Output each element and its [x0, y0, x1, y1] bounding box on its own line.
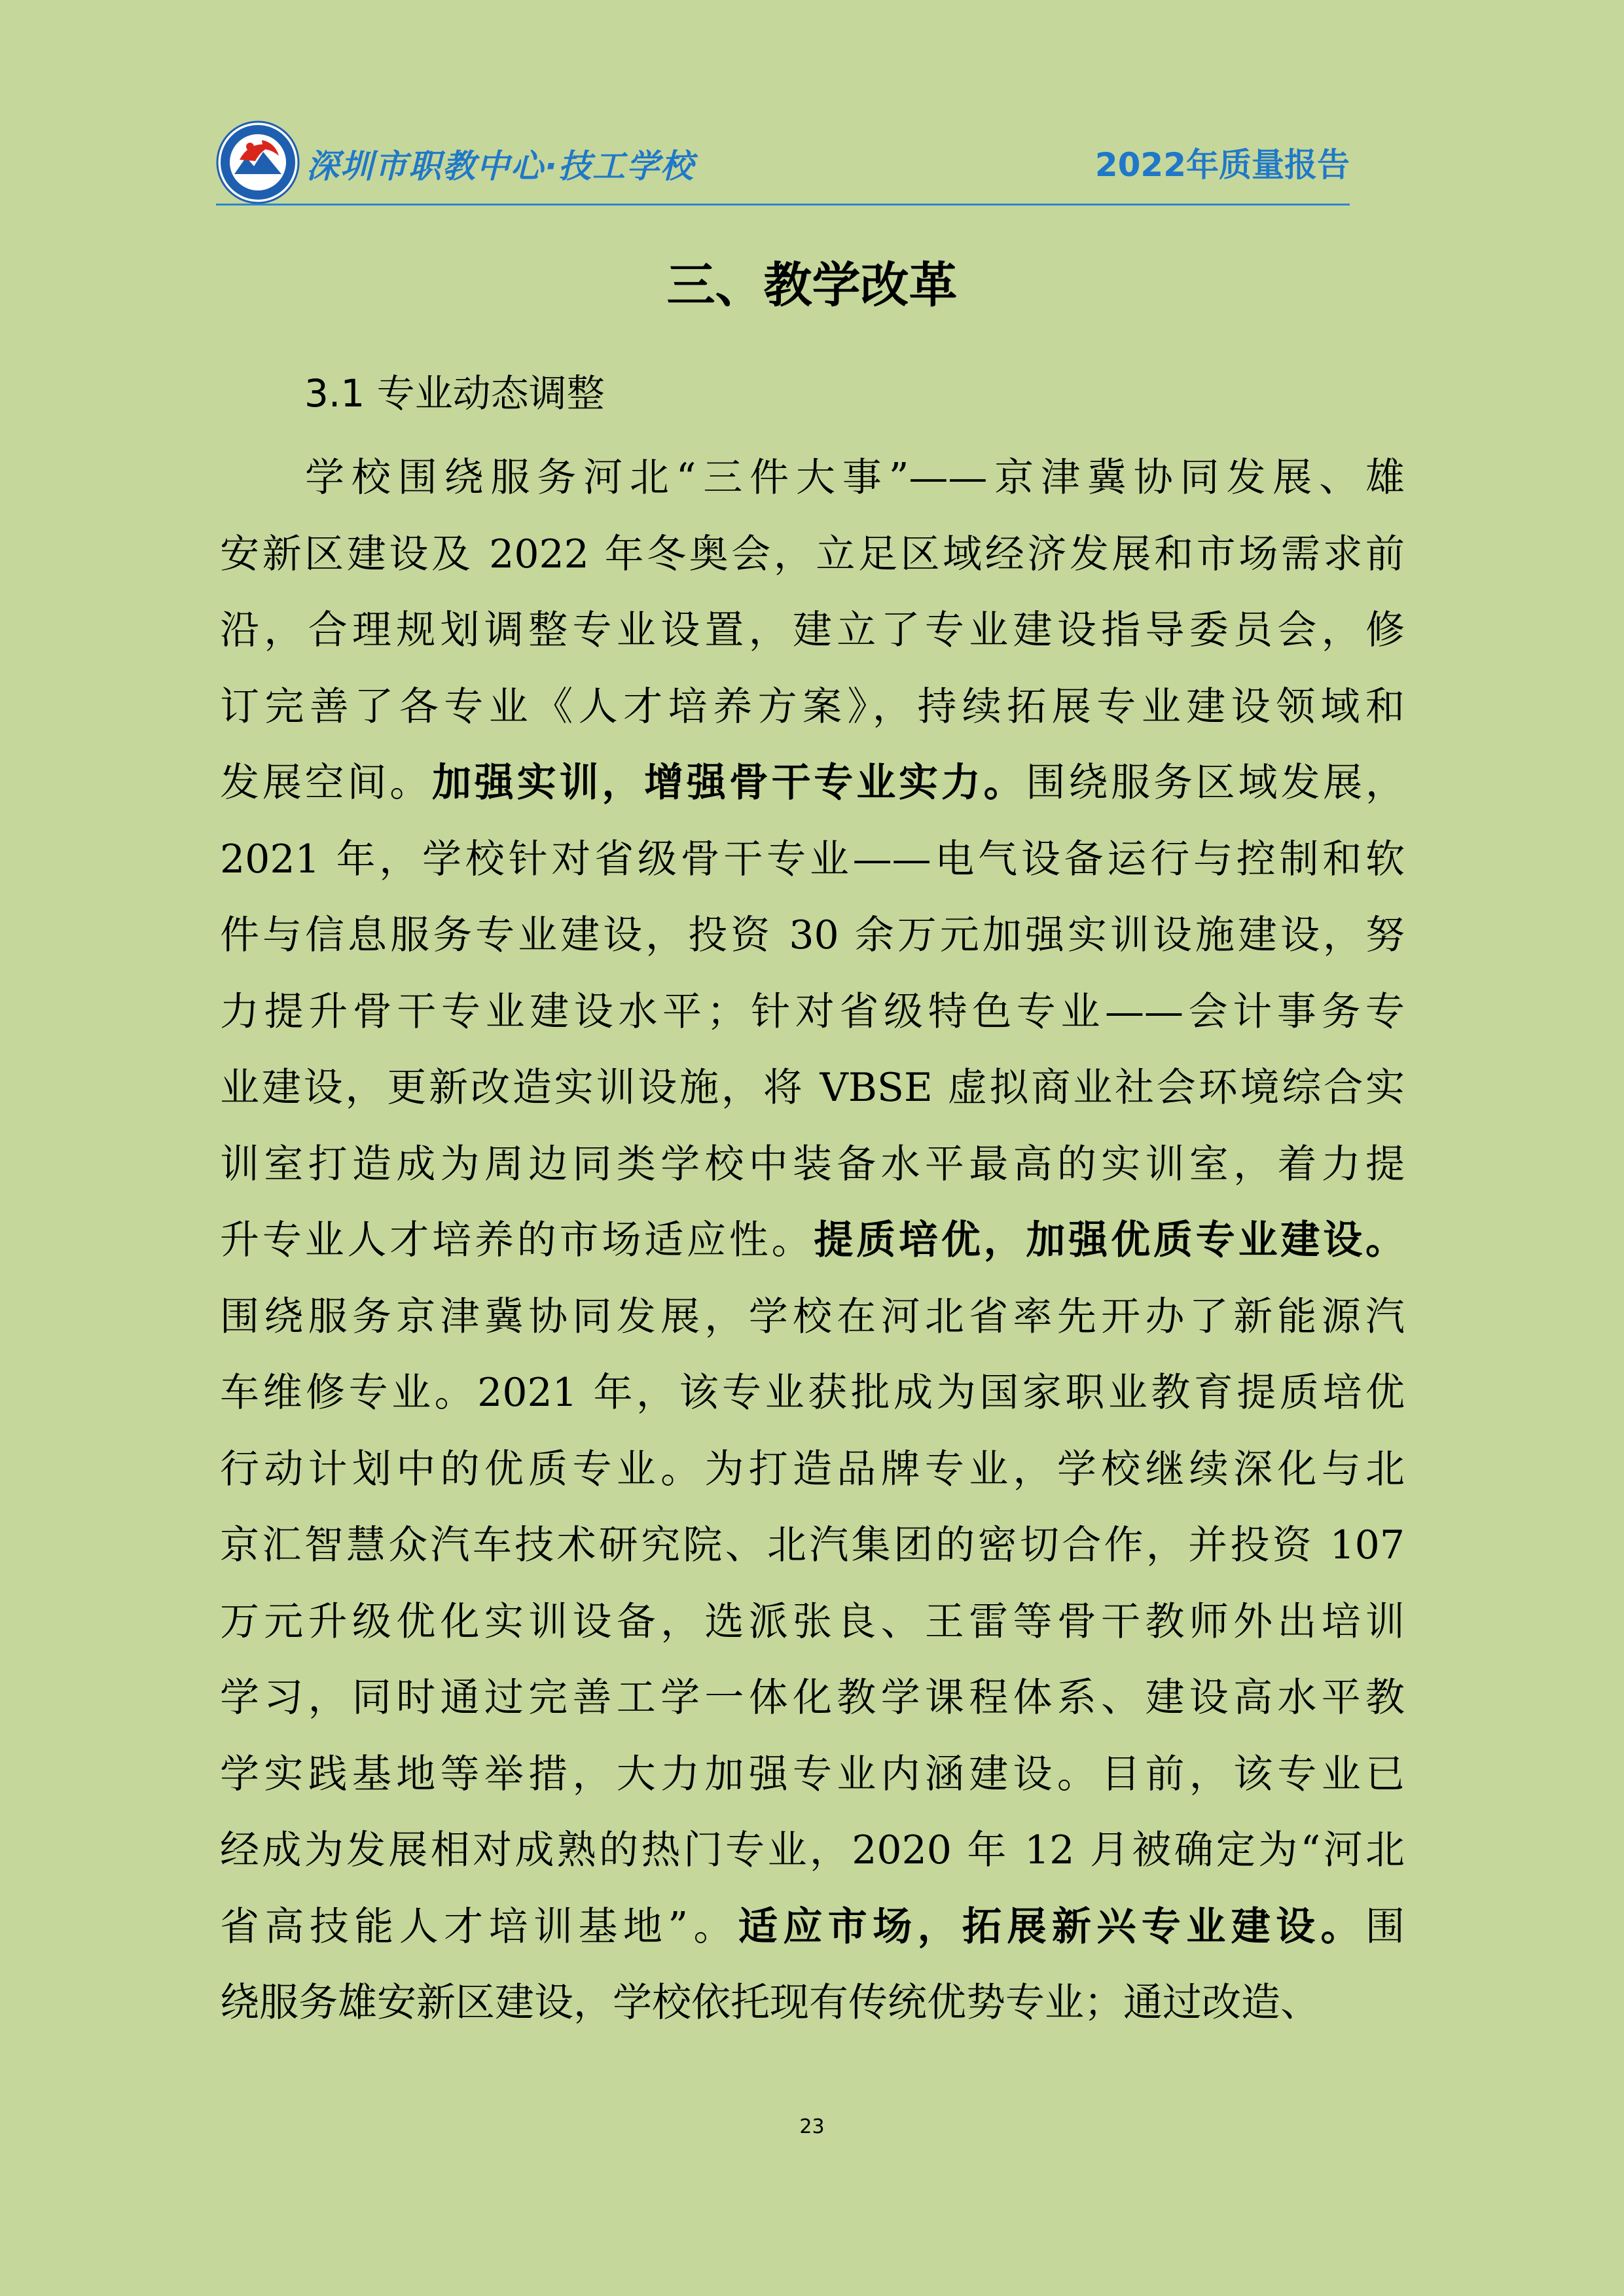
text-line: [220, 440, 1405, 516]
text-line: [220, 669, 1405, 745]
text-line: [220, 1889, 1405, 1965]
text-segment: 万元升级优化实训设备，选派张良、王雷等骨干教师外出培训: [220, 1598, 1405, 1645]
text-line: [220, 1355, 1405, 1431]
text-line: [220, 821, 1405, 898]
text-line: [220, 1584, 1405, 1660]
text-segment: 沿，合理规划调整专业设置，建立了专业建设指导委员会，修: [220, 607, 1405, 653]
text-line: [220, 1736, 1405, 1813]
text-segment: 围: [1365, 1903, 1405, 1950]
text-line: [220, 974, 1405, 1050]
text-segment: 学习，同时通过完善工学一体化教学课程体系、建设高水平教: [220, 1675, 1405, 1721]
text-segment: 发展空间。: [220, 760, 433, 806]
text-segment: 安新区建设及 2022 年冬奥会，立足区域经济发展和市场需求前: [220, 531, 1405, 577]
text-line: [220, 1126, 1405, 1203]
text-segment: 件与信息服务专业建设，投资 30 余万元加强实训设施建设，努: [220, 912, 1405, 958]
body-paragraph: [220, 440, 1405, 2041]
bold-heading-text: 适应市场，拓展新兴专业建设。: [738, 1903, 1365, 1950]
page-header: [216, 111, 1350, 206]
text-segment: 学实践基地等举措，大力加强专业内涵建设。目前，该专业已: [220, 1751, 1405, 1797]
text-segment: 业建设，更新改造实训设施，将 VBSE 虚拟商业社会环境综合实: [220, 1065, 1405, 1111]
text-line: [220, 516, 1405, 593]
text-line: [220, 897, 1405, 974]
text-segment: 力提升骨干专业建设水平；针对省级特色专业——会计事务专: [220, 988, 1405, 1035]
text-segment: 订完善了各专业《人才培养方案》，持续拓展专业建设领域和: [220, 683, 1405, 730]
section-title: 3.1 专业动态调整: [304, 371, 605, 416]
text-segment: 京汇智慧众汽车技术研究院、北汽集团的密切合作，并投资 107: [220, 1522, 1405, 1568]
text-segment: 学校围绕服务河北“三件大事”——京津冀协同发展、雄: [305, 455, 1405, 501]
text-segment: 围绕服务区域发展，: [1026, 760, 1405, 806]
text-line: [220, 1202, 1405, 1279]
text-segment: 省高技能人才培训基地”。: [220, 1903, 738, 1950]
report-title: 2022年质量报告: [1094, 146, 1350, 184]
text-segment: 经成为发展相对成熟的热门专业，2020 年 12 月被确定为“河北: [220, 1827, 1405, 1873]
school-name: 深圳市职教中心·技工学校: [306, 147, 695, 185]
text-segment: 升专业人才培养的市场适应性。: [220, 1217, 814, 1263]
text-line: [220, 1050, 1405, 1126]
text-line: [220, 1507, 1405, 1584]
text-segment: 2021 年，学校针对省级骨干专业——电气设备运行与控制和软: [220, 836, 1405, 882]
text-line: [220, 1431, 1405, 1508]
page-number: 23: [799, 2115, 825, 2138]
header-divider: [216, 204, 1350, 206]
school-logo-icon: [216, 120, 300, 204]
text-line: [220, 1279, 1405, 1355]
bold-heading-text: 提质培优，加强优质专业建设。: [814, 1217, 1405, 1263]
text-segment: 围绕服务京津冀协同发展，学校在河北省率先开办了新能源汽: [220, 1293, 1405, 1340]
bold-heading-text: 加强实训，增强骨干专业实力。: [432, 760, 1026, 806]
text-line: [220, 1660, 1405, 1736]
text-segment: 行动计划中的优质专业。为打造品牌专业，学校继续深化与北: [220, 1446, 1405, 1492]
text-line: [220, 745, 1405, 821]
text-segment: 绕服务雄安新区建设，学校依托现有传统优势专业；通过改造、: [220, 1980, 1320, 2026]
text-line: [220, 1812, 1405, 1889]
text-line: [220, 592, 1405, 669]
text-segment: 车维修专业。2021 年，该专业获批成为国家职业教育提质培优: [220, 1370, 1405, 1416]
text-segment: 训室打造成为周边同类学校中装备水平最高的实训室，着力提: [220, 1141, 1405, 1187]
chapter-title: 三、教学改革: [666, 257, 958, 314]
text-line: [220, 1965, 1405, 2041]
